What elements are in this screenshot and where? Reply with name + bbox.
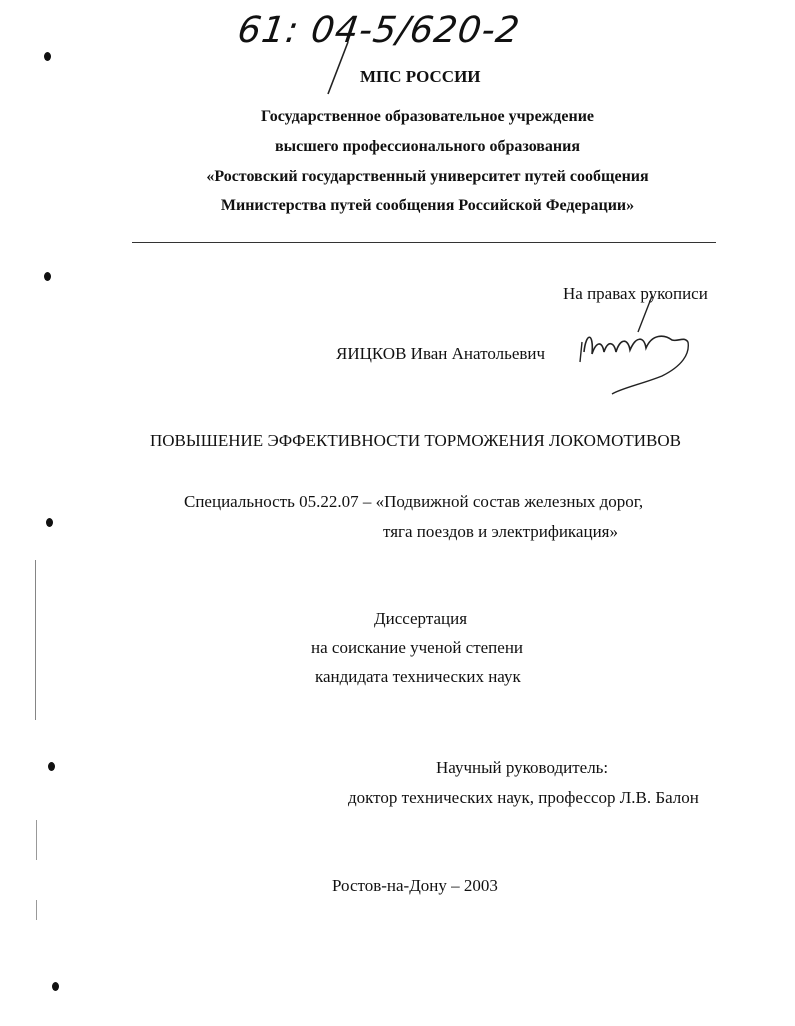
binder-hole <box>46 518 53 527</box>
scan-edge-line <box>36 820 37 860</box>
institution-line-1: Государственное образовательное учреждение <box>260 108 595 125</box>
header-divider <box>132 242 716 243</box>
institution-line-3: «Ростовский государственный университет путей сообщения <box>206 168 649 185</box>
dissertation-title: ПОВЫШЕНИЕ ЭФФЕКТИВНОСТИ ТОРМОЖЕНИЯ ЛОКОМОТИВОВ <box>150 431 681 450</box>
binder-hole <box>52 982 59 991</box>
author-name: ЯИЦКОВ Иван Анатольевич <box>336 344 546 363</box>
degree-line-2: кандидата технических наук <box>315 667 521 686</box>
archive-code: 61: 04-5/620-2 <box>235 10 523 51</box>
scan-edge-line <box>36 900 37 920</box>
binder-hole <box>48 762 55 771</box>
binder-hole <box>44 272 51 281</box>
binder-hole <box>44 52 51 61</box>
slash-stroke <box>322 40 352 100</box>
institution-line-2: высшего профессионального образования <box>274 138 581 155</box>
specialty-line-2: тяга поездов и электрификация» <box>383 522 618 541</box>
supervisor-label: Научный руководитель: <box>436 758 609 777</box>
specialty-line-1: Специальность 05.22.07 – «Подвижной состав железных дорог, <box>184 492 644 511</box>
supervisor-name: доктор технических наук, профессор Л.В. Балон <box>348 788 699 807</box>
ministry-header: МПС РОССИИ <box>360 67 481 86</box>
manuscript-rights: На правах рукописи <box>563 284 708 303</box>
institution-line-4: Министерства путей сообщения Российской Федерации» <box>220 197 635 214</box>
work-type: Диссертация <box>374 609 468 628</box>
city-year: Ростов-на-Дону – 2003 <box>332 876 498 895</box>
signature <box>572 292 702 402</box>
degree-line-1: на соискание ученой степени <box>311 638 524 657</box>
scan-edge-line <box>35 560 36 720</box>
